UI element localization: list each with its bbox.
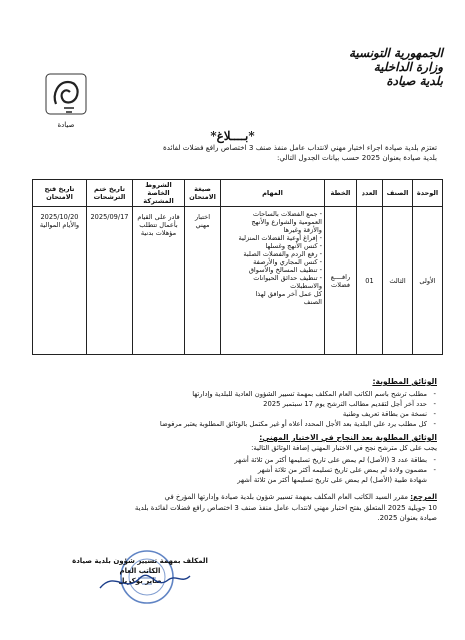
required-docs-list	[22, 389, 437, 429]
task-line: - جمع الفضلات بالساحات	[252, 210, 322, 218]
header-close-date: تاريخ ختم الترشحات	[87, 180, 133, 207]
task-line: والاسطبلات	[290, 282, 322, 290]
after-success-list	[22, 455, 437, 485]
list-item: - مطلب ترشح باسم الكاتب العام المكلف بمهمة تسيير الشؤون العادية للبلدية وإدارتها	[22, 389, 427, 399]
list-item: - بطاقة عدد 3 (الأصل) لم يمض على تاريخ تسليمها أكثر من ثلاثة أشهر	[22, 455, 427, 465]
task-line: كل عمل آخر موافق لهذا	[255, 290, 322, 298]
header-country: الجمهورية التونسية	[348, 46, 443, 60]
reference-line: صيادة بعنوان 2025.	[377, 514, 437, 522]
reference-line: مقرر السيد الكاتب العام المكلف بمهمة تسيير شؤون بلدية صيادة وإدارتها المؤرخ في	[164, 493, 409, 501]
signature-role: الكاتب العام	[119, 567, 161, 575]
after-success-title: الوثائق المطلوبة بعد النجاح في الاختبار المهني:	[259, 433, 437, 442]
task-line: والأزقة وغيرها	[283, 226, 322, 234]
intro-line: بلدية صيادة بعنوان 2025 حسب بيانات الجدول التالي:	[276, 153, 437, 162]
list-item: - مضمون ولادة لم يمض على تاريخ تسليمه أكثر من ثلاثة أشهر	[22, 465, 427, 475]
document-header	[283, 46, 443, 88]
list-item: - كل مطلب يرد على البلدية بعد الأجل المحدد أعلاه أو غير مكتمل بالوثائق المطلوبة يعتبر مرفوضا	[22, 419, 427, 429]
header-exam-date: تاريخ فتح الامتحان	[33, 180, 87, 207]
handwritten-signature	[90, 560, 200, 600]
header-count: العدد	[357, 180, 383, 207]
header-exam-type: صيغة الامتحان	[185, 180, 221, 207]
list-item: - حدد آخر أجل لتقديم مطالب الترشح يوم 17 سبتمبر 2025	[22, 399, 427, 409]
table-header-row	[33, 180, 443, 207]
municipality-logo	[44, 72, 88, 124]
cell-tasks	[221, 207, 325, 355]
header-conditions: الشروط الخاصة المشتركة	[133, 180, 185, 207]
list-item: شهادة طبية (الأصل) لم يمض على تاريخ تسليمها أكثر من ثلاثة أشهر	[237, 476, 427, 484]
after-success-intro: يجب على كل مترشح نجح في الاختبار المهني إضافة الوثائق التالية:	[251, 444, 437, 452]
cell-plan: رافــــع فضلات	[325, 207, 357, 355]
cell-category: الثالث	[383, 207, 413, 355]
task-line: - كنس الأنهج وغسلها	[265, 242, 322, 250]
task-line: الصنف	[303, 298, 322, 306]
header-municipality: بلدية صيادة	[386, 74, 443, 88]
header-plan: الخطة	[325, 180, 357, 207]
reference-note	[27, 492, 437, 524]
task-line: - تنظيف حدائق الحيوانات	[253, 274, 322, 282]
header-unit: الوحدة	[413, 180, 443, 207]
header-category: الصنف	[383, 180, 413, 207]
header-ministry: وزارة الداخلية	[373, 60, 443, 74]
task-line: - كنس المجاري والأرصفة	[253, 258, 322, 266]
signature-title: المكلف بمهمة تسيير شؤون بلدية صيادة	[72, 557, 208, 565]
task-line: العمومية والشوارع والأنهج	[251, 218, 322, 226]
recruitment-table	[32, 179, 443, 355]
table-row	[33, 207, 443, 355]
header-tasks: المهام	[221, 180, 325, 207]
cell-conditions: قادر على القيام بأعمال تتطلب مؤهلات بدنية	[133, 207, 185, 355]
page-title: *بــــلاغ*	[210, 129, 255, 143]
list-item: - نسخة من بطاقة تعريف وطنية	[22, 409, 427, 419]
cell-close-date: 2025/09/17	[87, 207, 133, 355]
required-docs-title: الوثائق المطلوبة:	[372, 377, 437, 386]
cell-count: 01	[357, 207, 383, 355]
reference-label: المرجع:	[410, 493, 437, 501]
task-line: - إفراغ أوعية الفضلات المنزلية	[238, 234, 322, 242]
intro-paragraph	[27, 143, 437, 163]
signature-name: صابر بوكريل	[118, 577, 162, 585]
task-line: - تنظيف المسالخ والأسواق	[248, 266, 322, 274]
cell-exam-date: 2025/10/20 والأيام الموالية	[33, 207, 87, 355]
logo-caption: صيادة	[57, 121, 75, 129]
cell-exam-type: اختبار مهني	[185, 207, 221, 355]
cell-unit: الأولى	[413, 207, 443, 355]
task-line: - رفع الردم والفضلات الصلبة	[243, 250, 322, 258]
intro-line: تعتزم بلدية صيادة اجراء اختبار مهني لانتداب عامل منفذ صنف 3 اختصاص رافع فضلات لفائدة	[162, 143, 437, 152]
reference-line: 10 جويلية 2025 المتعلق بفتح اختبار مهني لانتداب عامل منفذ صنف 3 اختصاص رافع فضلات لفائدة بلدية	[134, 503, 437, 512]
